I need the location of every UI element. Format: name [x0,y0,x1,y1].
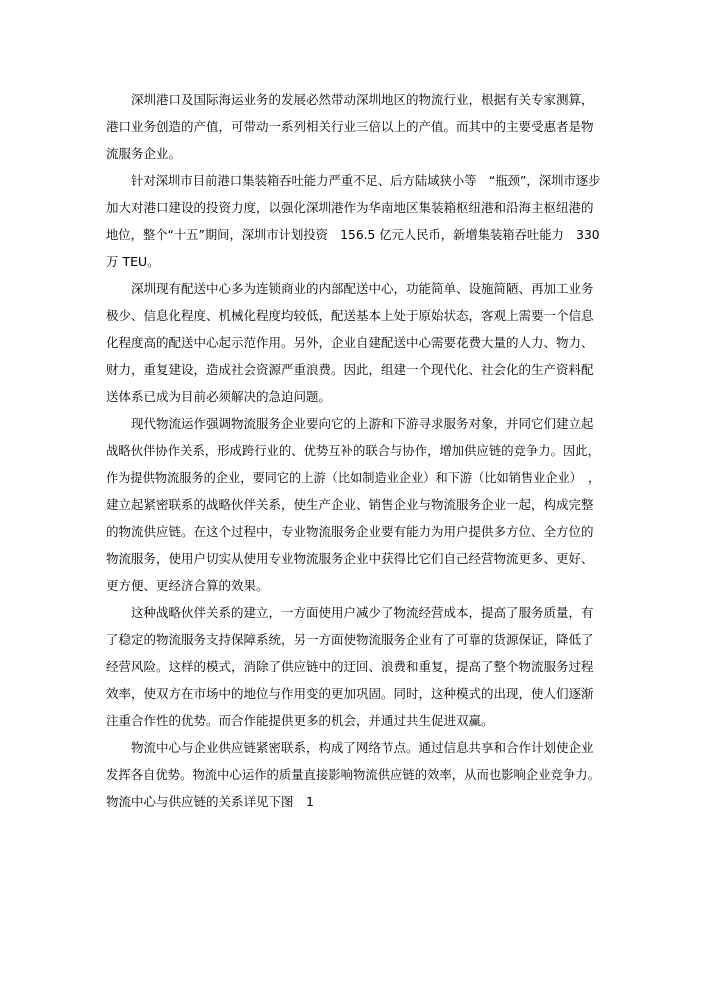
paragraph-5-line-3: 经营风险。这样的模式，消除了供应链中的迂回、浪费和重复，提高了整个物流服务过程 [106,659,594,674]
paragraph-3-line-2: 极少、信息化程度、机械化程度均较低，配送基本上处于原始状态，客观上需要一个信息 [106,308,594,323]
paragraph-6-line-3: 物流中心与供应链的关系详见下图 1 [106,794,314,809]
paragraph-2-line-4: 万 TEU。 [106,254,160,269]
paragraph-4-line-6: 物流服务，使用户切实从使用专业物流服务企业中获得比它们自己经营物流更多、更好、 [106,551,594,566]
paragraph-2-line-2: 加大对港口建设的投资力度，以强化深圳港作为华南地区集装箱枢纽港和沿海主枢纽港的 [106,200,594,215]
paragraph-5-line-5: 注重合作性的优势。而合作能提供更多的机会，并通过共生促进双赢。 [106,713,494,728]
paragraph-3-line-5: 送体系已成为目前必须解决的急迫问题。 [106,389,332,404]
paragraph-3-line-3: 化程度高的配送中心起示范作用。另外，企业自建配送中心需要花费大量的人力、物力、 [106,335,594,350]
paragraph-5-line-1: 这种战略伙伴关系的建立，一方面使用户减少了物流经营成本，提高了服务质量，有 [131,605,594,620]
paragraph-3-line-1: 深圳现有配送中心多为连锁商业的内部配送中心，功能简单、设施简陋、再加工业务 [131,281,594,296]
paragraph-2-line-1: 针对深圳市目前港口集装箱吞吐能力严重不足、后方陆域狭小等 “瓶颈”，深圳市逐步 [131,173,601,188]
paragraph-4-line-4: 建立起紧密联系的战略伙伴关系，使生产企业、销售企业与物流服务企业一起，构成完整 [106,497,594,512]
paragraph-4-line-1: 现代物流运作强调物流服务企业要向它的上游和下游寻求服务对象，并同它们建立起 [131,416,594,431]
paragraph-6-line-2: 发挥各自优势。物流中心运作的质量直接影响物流供应链的效率，从而也影响企业竞争力。 [106,767,601,782]
paragraph-1-line-2: 港口业务创造的产值，可带动一系列相关行业三倍以上的产值。而其中的主要受惠者是物 [106,119,594,134]
paragraph-2-line-3: 地位，整个“十五”期间，深圳市计划投资 156.5 亿元人民币，新增集装箱吞吐能力 330 [106,227,600,242]
paragraph-6-line-1: 物流中心与企业供应链紧密联系，构成了网络节点。通过信息共享和合作计划使企业 [131,740,594,755]
paragraph-1-line-1: 深圳港口及国际海运业务的发展必然带动深圳地区的物流行业，根据有关专家测算， [131,92,594,107]
paragraph-4-line-2: 战略伙伴协作关系，形成跨行业的、优势互补的联合与协作，增加供应链的竞争力。因此， [106,443,601,458]
paragraph-4-line-5: 的物流供应链。在这个过程中，专业物流服务企业要有能力为用户提供多方位、全方位的 [106,524,594,539]
paragraph-5-line-4: 效率，使双方在市场中的地位与作用变的更加巩固。同时，这种模式的出现，使人们逐渐 [106,686,594,701]
paragraph-4-line-3: 作为提供物流服务的企业，要同它的上游（比如制造业企业）和下游（比如销售业企业） ， [106,470,601,485]
paragraph-1-line-3: 流服务企业。 [106,146,182,161]
paragraph-3-line-4: 财力，重复建设，造成社会资源严重浪费。因此，组建一个现代化、社会化的生产资料配 [106,362,594,377]
paragraph-5-line-2: 了稳定的物流服务支持保障系统，另一方面使物流服务企业有了可靠的货源保证，降低了 [106,632,594,647]
paragraph-4-line-7: 更方便、更经济合算的效果。 [106,578,269,593]
